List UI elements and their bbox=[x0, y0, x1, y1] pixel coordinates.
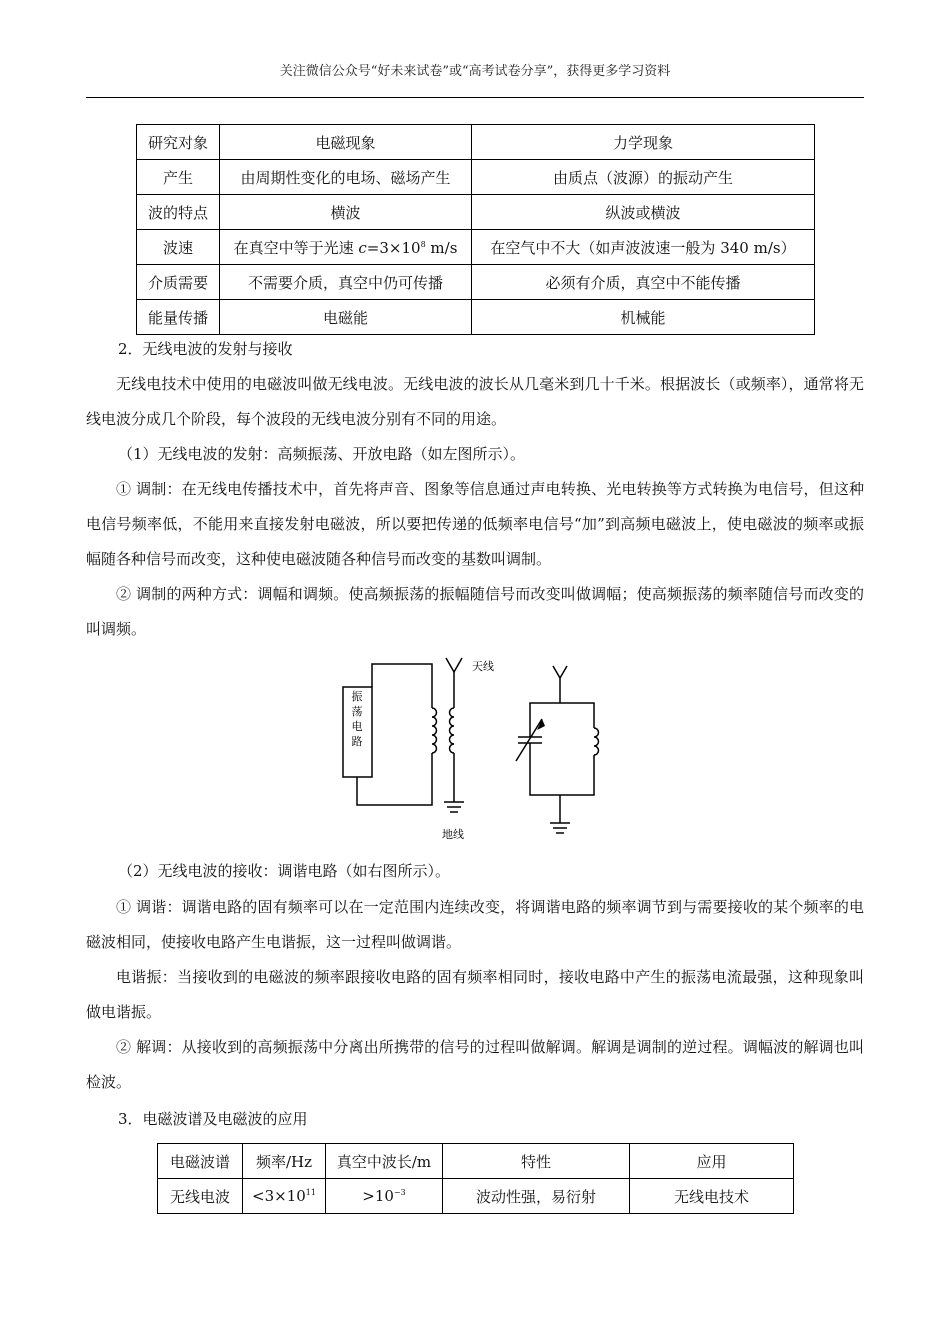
table-header-row bbox=[137, 125, 815, 160]
mech-cell: 机械能 bbox=[472, 300, 815, 335]
mech-cell: 由质点（波源）的振动产生 bbox=[472, 160, 815, 195]
em-cell bbox=[220, 230, 472, 265]
section2-intro: 无线电技术中使用的电磁波叫做无线电波。无线电波的波长从几毫米到几十千米。根据波长（或频率），通常将无线电波分成几个阶段，每个波段的无线电波分别有不同的用途。 bbox=[86, 375, 864, 428]
header-cell: 真空中波长/m bbox=[326, 1144, 443, 1179]
comparison-table bbox=[136, 124, 815, 335]
table-row bbox=[137, 160, 815, 195]
receive-heading: （2）无线电波的接收：调谐电路（如右图所示）。 bbox=[118, 862, 451, 880]
em-cell: 横波 bbox=[220, 195, 472, 230]
em-cell: 电磁能 bbox=[220, 300, 472, 335]
frequency-exponent: 11 bbox=[305, 1188, 316, 1197]
resonance-paragraph: 电谐振：当接收到的电磁波的频率跟接收电路的固有频率相同时，接收电路中产生的振荡电流最强，这种现象叫做电谐振。 bbox=[86, 968, 864, 1021]
header-cell: 研究对象 bbox=[137, 125, 220, 160]
light-speed-symbol: c bbox=[358, 238, 367, 257]
header-cell: 特性 bbox=[443, 1144, 630, 1179]
mech-cell: 纵波或横波 bbox=[472, 195, 815, 230]
header-cell: 频率/Hz bbox=[243, 1144, 326, 1179]
secondary-coil bbox=[450, 708, 455, 753]
tank-wire bbox=[530, 703, 594, 737]
em-speed-exponent: 8 bbox=[420, 239, 426, 249]
em-cell: 由周期性变化的电场、磁场产生 bbox=[220, 160, 472, 195]
modulation-ways-paragraph: ② 调制的两种方式：调幅和调频。使高频振荡的振幅随信号而改变叫做调幅；使高频振荡的频率随信号而改变的叫调频。 bbox=[86, 585, 864, 638]
antenna-label: 天线 bbox=[472, 661, 494, 673]
launch-heading: （1）无线电波的发射：高频振荡、开放电路（如左图所示）。 bbox=[118, 445, 526, 463]
header-cell: 电磁现象 bbox=[220, 125, 472, 160]
header-rule bbox=[86, 97, 864, 98]
table-row bbox=[137, 195, 815, 230]
application-cell: 无线电技术 bbox=[630, 1179, 794, 1214]
table-row bbox=[137, 265, 815, 300]
page-header: 关注微信公众号“好未来试卷”或“高考试卷分享”，获得更多学习资料 bbox=[279, 64, 671, 79]
oscillator-wire bbox=[357, 753, 432, 805]
property-cell: 波动性强，易衍射 bbox=[443, 1179, 630, 1214]
wave-name-cell: 无线电波 bbox=[158, 1179, 243, 1214]
mech-cell: 必须有介质，真空中不能传播 bbox=[472, 265, 815, 300]
table-header-row bbox=[158, 1144, 794, 1179]
oscillator-wire bbox=[372, 664, 432, 708]
row-label: 能量传播 bbox=[137, 300, 220, 335]
section2-heading: 2．无线电波的发射与接收 bbox=[118, 340, 293, 358]
modulation-paragraph: ① 调制：在无线电传播技术中，首先将声音、图象等信息通过声电转换、光电转换等方式转换为电信号，但这种电信号频率低，不能用来直接发射电磁波，所以要把传递的低频率电信号“加”到高频电磁波上，使电磁波的频率或振幅随各种信号而改变，这种使电磁波随各种信号而改变的基数叫调制。 bbox=[86, 480, 864, 568]
circuit-diagram bbox=[330, 650, 620, 845]
table-row bbox=[137, 300, 815, 335]
antenna-icon bbox=[446, 658, 462, 672]
table-row bbox=[158, 1179, 794, 1214]
demodulation-paragraph: ② 解调：从接收到的高频振荡中分离出所携带的信号的过程叫做解调。解调是调制的逆过程。调幅波的解调也叫检波。 bbox=[86, 1038, 864, 1091]
wavelength-base: >10 bbox=[362, 1187, 394, 1205]
row-label: 波的特点 bbox=[137, 195, 220, 230]
em-speed-eq: =3×10 bbox=[366, 238, 421, 257]
spectrum-table bbox=[157, 1143, 794, 1214]
oscillator-label-char: 路 bbox=[351, 736, 363, 748]
header-cell: 电磁波谱 bbox=[158, 1144, 243, 1179]
section3-heading: 3．电磁波谱及电磁波的应用 bbox=[118, 1110, 308, 1128]
variable-arrow bbox=[516, 719, 542, 761]
em-cell: 不需要介质，真空中仍可传播 bbox=[220, 265, 472, 300]
receiver-circuit bbox=[516, 666, 599, 833]
header-cell: 应用 bbox=[630, 1144, 794, 1179]
oscillator-label bbox=[352, 689, 363, 748]
table-row bbox=[137, 230, 815, 265]
mech-cell: 在空气中不大（如声波波速一般为 340 m/s） bbox=[472, 230, 815, 265]
tuning-coil bbox=[594, 728, 599, 755]
em-speed-unit: m/s bbox=[425, 238, 458, 257]
tuning-paragraph: ① 调谐：调谐电路的固有频率可以在一定范围内连续改变，将调谐电路的频率调节到与需要接收的某个频率的电磁波相同，使接收电路产生电谐振，这一过程叫做调谐。 bbox=[86, 898, 864, 951]
tank-wire bbox=[530, 743, 594, 795]
frequency-cell bbox=[243, 1179, 326, 1214]
transmitter-circuit bbox=[343, 658, 464, 812]
frequency-base: <3×10 bbox=[252, 1187, 306, 1205]
em-speed-text: 在真空中等于光速 bbox=[233, 238, 359, 257]
oscillator-label-char: 电 bbox=[351, 721, 363, 733]
header-cell: 力学现象 bbox=[472, 125, 815, 160]
antenna-icon bbox=[553, 666, 567, 678]
row-label: 介质需要 bbox=[137, 265, 220, 300]
oscillator-label-char: 振 bbox=[351, 691, 363, 703]
primary-coil bbox=[432, 708, 437, 753]
oscillator-label-char: 荡 bbox=[351, 706, 363, 718]
wavelength-cell bbox=[326, 1179, 443, 1214]
row-label: 波速 bbox=[137, 230, 220, 265]
wavelength-exponent: −3 bbox=[393, 1188, 406, 1197]
ground-label: 地线 bbox=[442, 829, 464, 841]
row-label: 产生 bbox=[137, 160, 220, 195]
